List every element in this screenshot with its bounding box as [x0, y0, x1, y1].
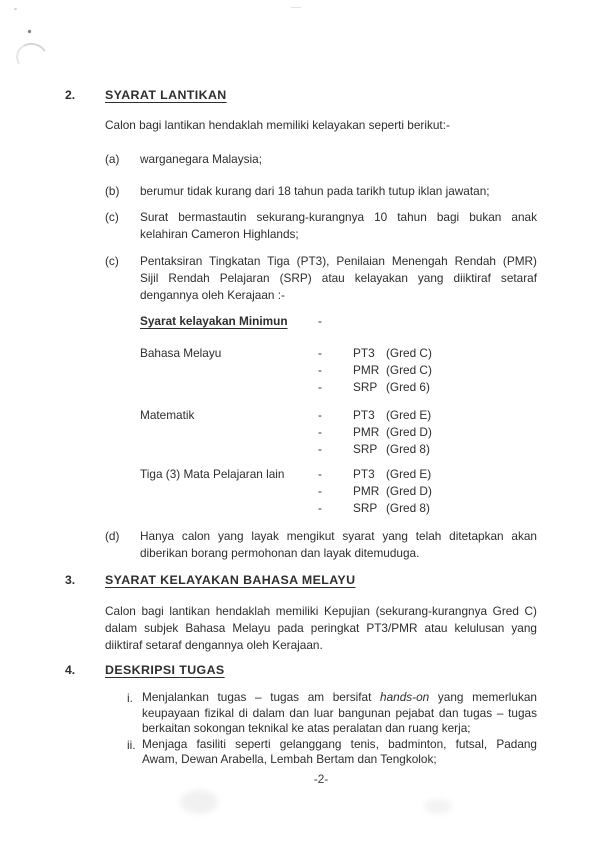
table-row — [140, 362, 537, 379]
qualification-group — [140, 345, 537, 396]
table-row — [140, 483, 537, 500]
dash-separator: - — [318, 380, 322, 394]
text-line: Awam, Dewan Arabella, Lembah Bertam dan Tengkolok; — [142, 752, 437, 767]
list-item-d — [105, 528, 537, 562]
section-number: 4. — [65, 663, 76, 677]
section-3-paragraph — [105, 603, 537, 654]
item-label: (d) — [105, 529, 120, 543]
dash-separator: - — [318, 425, 322, 439]
exam-label: SRP — [353, 442, 378, 456]
exam-label: SRP — [353, 380, 378, 394]
section-title: DESKRIPSI TUGAS — [105, 663, 225, 677]
subject-label: Tiga (3) Mata Pelajaran lain — [140, 467, 285, 481]
grade-label: (Gred 8) — [386, 501, 430, 515]
table-row — [140, 407, 537, 424]
qualification-table — [140, 345, 537, 517]
dash-separator: - — [318, 442, 322, 456]
text-line: Sijil Rendah Pelajaran (SRP) atau kelayakan yang diiktiraf setaraf — [140, 271, 537, 285]
list-item-a — [105, 151, 537, 168]
table-row — [140, 379, 537, 396]
scan-artifact-smudge — [180, 790, 218, 814]
list-item-b — [105, 183, 537, 200]
item-label: ii. — [127, 737, 136, 752]
table-row — [140, 466, 537, 483]
scan-artifact-arc — [13, 40, 51, 76]
section-3-heading — [65, 572, 537, 589]
text-line: Menjaga fasiliti seperti gelanggang tenis, badminton, futsal, Padang — [142, 736, 537, 751]
text-line: Calon bagi lantikan hendaklah memiliki Kepujian (sekurang-kurangnya Gred C) — [105, 604, 537, 618]
item-label: (a) — [105, 152, 120, 166]
exam-label: PT3 — [353, 346, 375, 360]
text-line — [142, 690, 537, 706]
grade-label: (Gred 6) — [386, 380, 430, 394]
grade-label: (Gred E) — [386, 467, 432, 481]
table-row — [140, 441, 537, 458]
dash-separator: - — [318, 467, 322, 481]
item-label: (b) — [105, 184, 120, 198]
minimum-requirements-title: Syarat kelayakan Minimun — [140, 314, 288, 328]
grade-label: (Gred C) — [386, 346, 432, 360]
item-label: i. — [127, 691, 133, 705]
subject-label: Matematik — [140, 408, 195, 422]
scan-artifact-smudge — [424, 799, 452, 814]
minimum-requirements-heading — [140, 313, 537, 330]
section-4-heading — [65, 662, 537, 679]
item-label: (c) — [105, 210, 119, 224]
dash-separator: - — [318, 408, 322, 422]
dash-separator: - — [318, 484, 322, 498]
table-row — [140, 424, 537, 441]
exam-label: PT3 — [353, 467, 375, 481]
dash-separator: - — [318, 314, 322, 328]
qualification-group — [140, 466, 537, 517]
text-line: warganegara Malaysia; — [140, 152, 262, 166]
dash-separator: - — [318, 363, 322, 377]
text-line: keupayaan fizikal di dalam dan luar bangunan pejabat dan tugas – tugas — [142, 705, 537, 720]
scan-artifact-dot — [28, 30, 31, 33]
text-line: kelahiran Cameron Highlands; — [140, 227, 299, 241]
page-number: -2- — [313, 772, 329, 786]
text-line: Pentaksiran Tingkatan Tiga (PT3), Penilaian Menengah Rendah (PMR) — [140, 254, 537, 268]
text-line: dalam subjek Bahasa Melayu pada peringkat PT3/PMR atau kelulusan yang — [105, 621, 537, 635]
section-number: 3. — [65, 573, 76, 587]
scan-artifact-mark — [291, 7, 301, 8]
section-2-heading — [65, 87, 537, 104]
exam-label: PMR — [353, 363, 380, 377]
section-title: SYARAT LANTIKAN — [105, 88, 227, 102]
scan-artifact-dot — [14, 8, 17, 10]
section-2-intro: Calon bagi lantikan hendaklah memiliki kelayakan seperti berikut:- — [105, 118, 450, 132]
exam-label: PT3 — [353, 408, 375, 422]
qualification-group — [140, 407, 537, 458]
item-label: (c) — [105, 254, 119, 268]
text-line: Hanya calon yang layak mengikut syarat yang telah ditetapkan akan — [140, 529, 537, 543]
section-title: SYARAT KELAYAKAN BAHASA MELAYU — [105, 573, 356, 587]
list-item-c1 — [105, 209, 537, 243]
text-segment: Menjalankan tugas – tugas am bersifat — [142, 690, 381, 704]
text-line: diberikan borang permohonan dan layak ditemuduga. — [140, 546, 420, 560]
list-item-c2 — [105, 253, 537, 304]
text-line: Surat bermastautin sekurang-kurangnya 10 tahun bagi bukan anak — [140, 210, 537, 224]
grade-label: (Gred D) — [386, 425, 432, 439]
grade-label: (Gred D) — [386, 484, 432, 498]
grade-label: (Gred 8) — [386, 442, 430, 456]
dash-separator: - — [318, 501, 322, 515]
subject-label: Bahasa Melayu — [140, 346, 222, 360]
text-segment: yang memerlukan — [429, 690, 537, 704]
table-row — [140, 345, 537, 362]
task-item-ii — [127, 737, 537, 768]
table-row — [140, 500, 537, 517]
dash-separator: - — [318, 346, 322, 360]
italic-term: hands-on — [380, 690, 430, 704]
exam-label: SRP — [353, 501, 378, 515]
section-number: 2. — [65, 88, 76, 102]
exam-label: PMR — [353, 425, 380, 439]
text-line: berumur tidak kurang dari 18 tahun pada tarikh tutup iklan jawatan; — [140, 184, 490, 198]
exam-label: PMR — [353, 484, 380, 498]
text-line: berkaitan sokongan teknikal ke atas peralatan dan ruang kerja; — [142, 721, 471, 736]
document-body — [65, 87, 537, 768]
text-line: dengannya oleh Kerajaan :- — [140, 288, 285, 302]
task-item-i — [127, 690, 537, 737]
text-line: diiktiraf setaraf dengannya oleh Kerajaan. — [105, 638, 323, 652]
grade-label: (Gred E) — [386, 408, 432, 422]
grade-label: (Gred C) — [386, 363, 432, 377]
